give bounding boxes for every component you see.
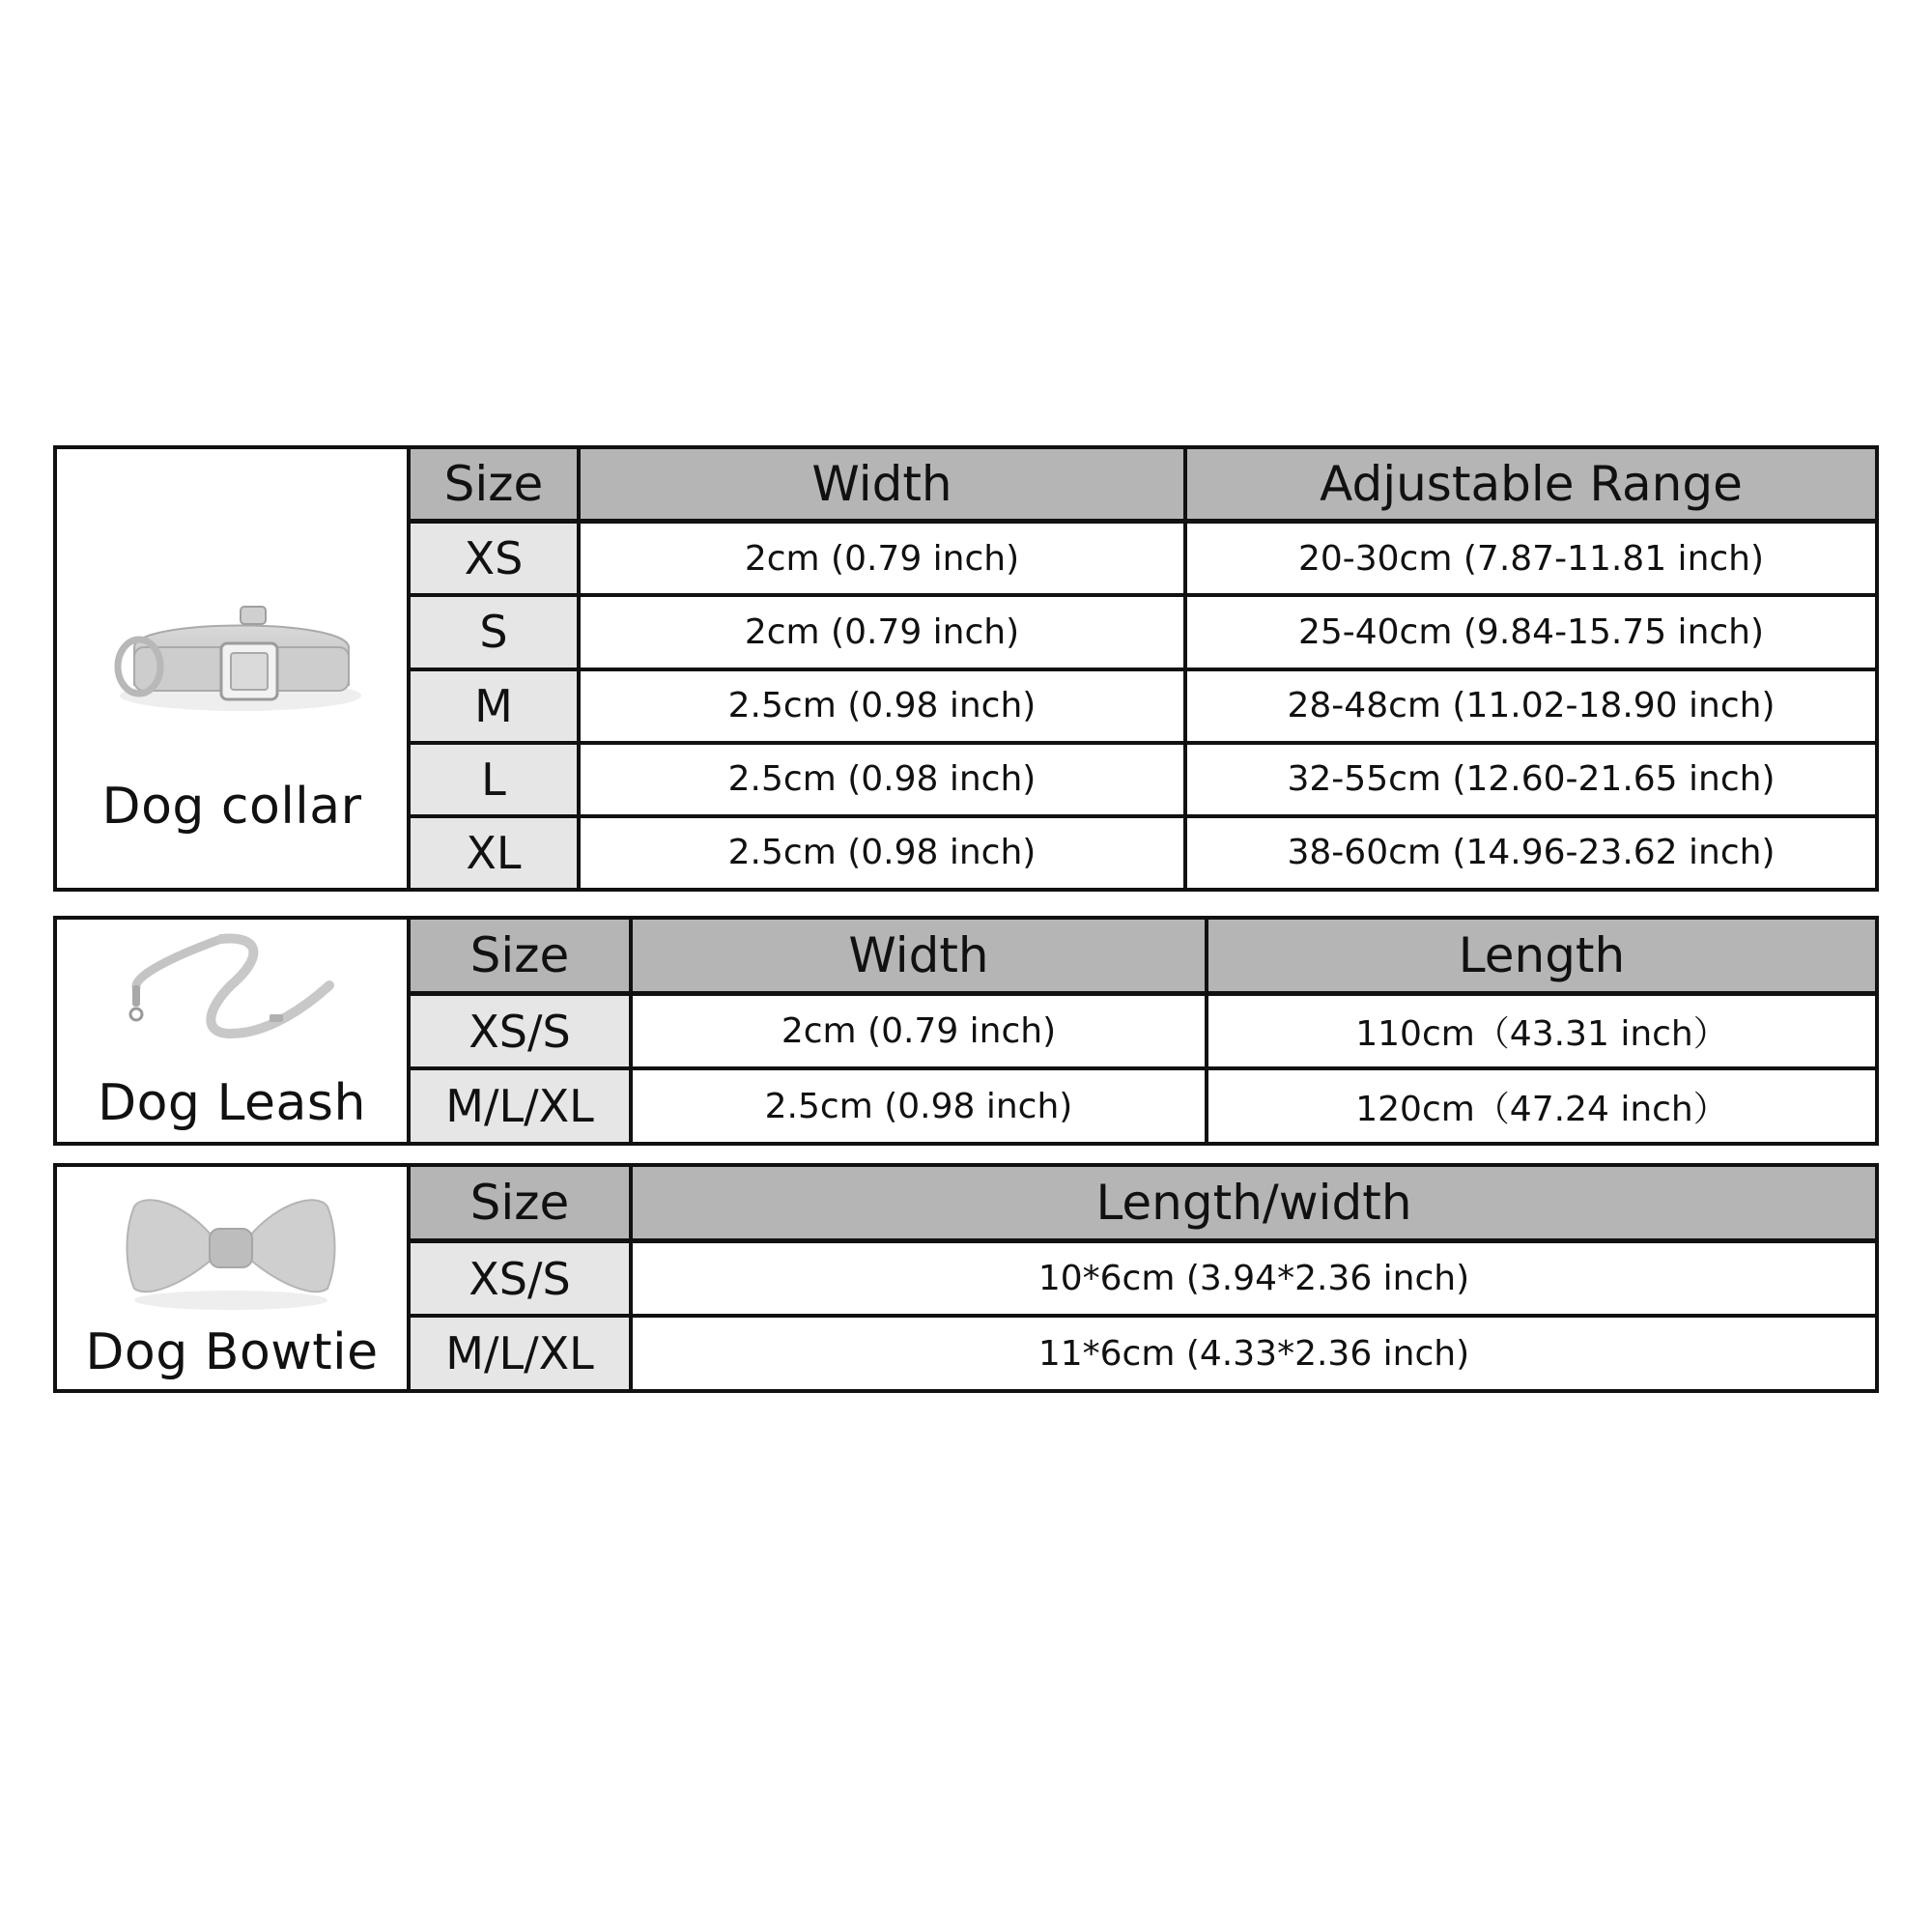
collar-width-cell: 2cm (0.79 inch) xyxy=(577,597,1183,667)
leash-header-size: Size xyxy=(411,920,629,991)
bowtie-product-label: Dog Bowtie xyxy=(85,1323,379,1381)
leash-length-cell: 120cm（47.24 inch） xyxy=(1205,1070,1875,1142)
bowtie-dimension-cell: 10*6cm (3.94*2.36 inch) xyxy=(629,1243,1875,1315)
bowtie-size-cell: XS/S xyxy=(411,1243,629,1315)
collar-header-width: Width xyxy=(577,449,1183,519)
collar-size-cell: M xyxy=(411,671,577,741)
bowtie-size-cell: M/L/XL xyxy=(411,1318,629,1389)
collar-range-cell: 38-60cm (14.96-23.62 inch) xyxy=(1183,818,1875,888)
collar-product-label: Dog collar xyxy=(101,778,362,836)
dog-collar-image xyxy=(96,580,385,724)
bowtie-size-table xyxy=(53,1163,1879,1393)
collar-range-cell: 28-48cm (11.02-18.90 inch) xyxy=(1183,671,1875,741)
collar-size-cell: L xyxy=(411,745,577,814)
leash-header-width: Width xyxy=(629,920,1205,991)
leash-product-cell xyxy=(57,920,411,1142)
collar-range-cell: 32-55cm (12.60-21.65 inch) xyxy=(1183,745,1875,814)
table-row xyxy=(411,1066,1875,1142)
leash-length-cell: 110cm（43.31 inch） xyxy=(1205,996,1875,1067)
bowtie-dimension-cell: 11*6cm (4.33*2.36 inch) xyxy=(629,1318,1875,1389)
table-row xyxy=(411,593,1875,667)
collar-width-cell: 2.5cm (0.98 inch) xyxy=(577,745,1183,814)
table-row xyxy=(411,991,1875,1067)
leash-header-row xyxy=(411,920,1875,991)
bowtie-header-row xyxy=(411,1167,1875,1238)
leash-header-length: Length xyxy=(1205,920,1875,991)
collar-header-range: Adjustable Range xyxy=(1183,449,1875,519)
collar-range-cell: 25-40cm (9.84-15.75 inch) xyxy=(1183,597,1875,667)
collar-header-size: Size xyxy=(411,449,577,519)
collar-width-cell: 2.5cm (0.98 inch) xyxy=(577,671,1183,741)
bowtie-product-cell xyxy=(57,1167,411,1389)
bowtie-grid xyxy=(411,1167,1875,1389)
table-row xyxy=(411,668,1875,741)
dog-bowtie-image xyxy=(115,1182,347,1318)
leash-width-cell: 2cm (0.79 inch) xyxy=(629,996,1205,1067)
collar-grid xyxy=(411,449,1875,888)
collar-size-cell: XS xyxy=(411,524,577,593)
table-row xyxy=(411,1238,1875,1315)
table-row xyxy=(411,814,1875,888)
dog-leash-image xyxy=(115,927,356,1072)
table-row xyxy=(411,741,1875,814)
table-row xyxy=(411,519,1875,593)
collar-size-cell: XL xyxy=(411,818,577,888)
collar-header-row xyxy=(411,449,1875,519)
leash-size-table xyxy=(53,916,1879,1146)
collar-width-cell: 2.5cm (0.98 inch) xyxy=(577,818,1183,888)
bowtie-header-size: Size xyxy=(411,1167,629,1238)
collar-size-cell: S xyxy=(411,597,577,667)
collar-width-cell: 2cm (0.79 inch) xyxy=(577,524,1183,593)
bowtie-header-length-width: Length/width xyxy=(629,1167,1875,1238)
leash-product-label: Dog Leash xyxy=(98,1074,366,1132)
leash-width-cell: 2.5cm (0.98 inch) xyxy=(629,1070,1205,1142)
leash-size-cell: XS/S xyxy=(411,996,629,1067)
collar-product-cell xyxy=(57,449,411,888)
leash-size-cell: M/L/XL xyxy=(411,1070,629,1142)
table-row xyxy=(411,1314,1875,1389)
collar-size-table xyxy=(53,445,1879,892)
collar-range-cell: 20-30cm (7.87-11.81 inch) xyxy=(1183,524,1875,593)
leash-grid xyxy=(411,920,1875,1142)
